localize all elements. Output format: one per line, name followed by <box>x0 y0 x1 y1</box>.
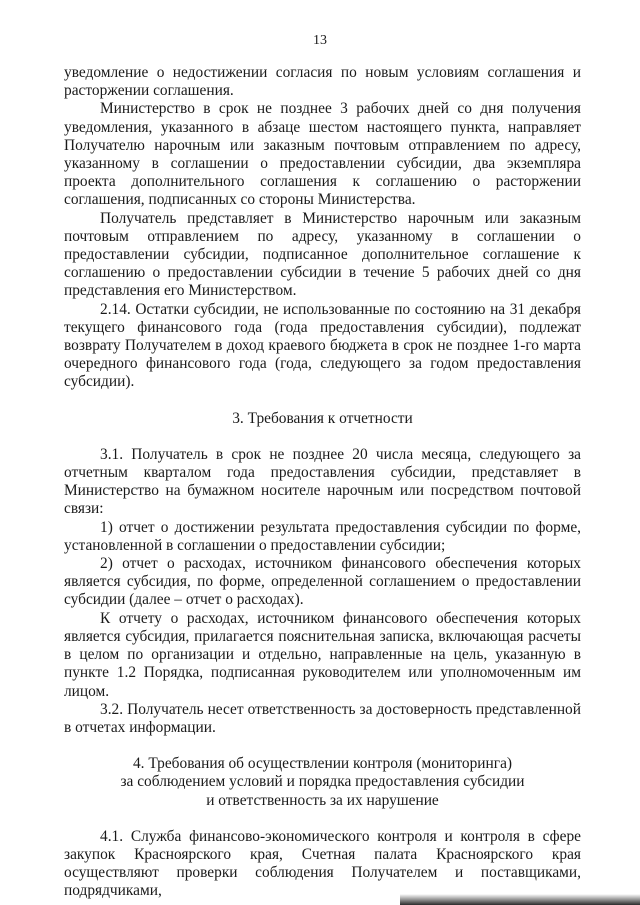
section-4-heading-line-3: и ответственность за их нарушение <box>206 791 439 809</box>
paragraph-ministry-deadline: Министерство в срок не позднее 3 рабочих дней со дня получения уведомления, указанного в абзаце шестом настоящего пункта, направляет Получателю нарочным или заказным почтовым отправлением по адресу, указанному в соглашении о предоставлении субсидии, два экземпляра проекта дополнительного соглашения к соглашению о расторжении соглашения, подписанных со стороны Министерства. <box>64 100 581 209</box>
list-item-report-result: 1) отчет о достижении результата предоставления субсидии по форме, установленной в соглашении о предоставлении субсидии; <box>64 518 581 554</box>
section-3-heading: 3. Требования к отчетности <box>232 409 413 427</box>
paragraph-explanatory-note: К отчету о расходах, источником финансового обеспечения которых является субсидия, прилагается пояснительная записка, включающая расчеты в целом по организации и отдельно, направленные на цель, указанную в пункте 1.2 Порядка, подписанная руководителем или уполномоченным им лицом. <box>64 609 581 700</box>
paragraph-3-1-reporting: 3.1. Получатель в срок не позднее 20 числа месяца, следующего за отчетным кварталом года предоставления субсидии, представляет в Министерство на бумажном носителе нарочным или посредством почтовой связи: <box>64 445 581 518</box>
paragraph-recipient-submits: Получатель представляет в Министерство нарочным или заказным почтовым отправлением по адресу, указанному в соглашении о предоставлении субсидии, подписанное дополнительное соглашение к соглашению о предоставлении субсидии в течение 5 рабочих дней со дня представления его Министерством. <box>64 209 581 300</box>
list-item-report-expenses: 2) отчет о расходах, источником финансового обеспечения которых является субсидия, по форме, определенной соглашением о предоставлении субсидии (далее – отчет о расходах). <box>64 555 581 609</box>
section-4-heading-line-1: 4. Требования об осуществлении контроля (мониторинга) <box>132 755 513 773</box>
page-number: 13 <box>313 33 327 48</box>
paragraph-notice-end: уведомление о недостижении согласия по новым условиям соглашения и расторжении соглашения. <box>64 64 581 100</box>
scan-bottom-edge <box>400 894 640 905</box>
section-4-heading-line-2: за соблюдением условий и порядка предоставления субсидии <box>120 773 525 791</box>
document-body <box>64 64 581 901</box>
paragraph-3-2-responsibility: 3.2. Получатель несет ответственность за достоверность представленной в отчетах информации. <box>64 700 581 736</box>
paragraph-4-1-control: 4.1. Служба финансово-экономического контроля и контроля в сфере закупок Красноярского края, Счетная палата Красноярского края осуществляют проверки соблюдения Получателем и поставщиками, подрядчиками, <box>64 827 581 900</box>
paragraph-2-14-remainders: 2.14. Остатки субсидии, не использованные по состоянию на 31 декабря текущего финансового года (года предоставления субсидии), подлежат возврату Получателем в доход краевого бюджета в срок не позднее 1-го марта очередного финансового года (года, следующего за годом предоставления субсидии). <box>64 300 581 391</box>
